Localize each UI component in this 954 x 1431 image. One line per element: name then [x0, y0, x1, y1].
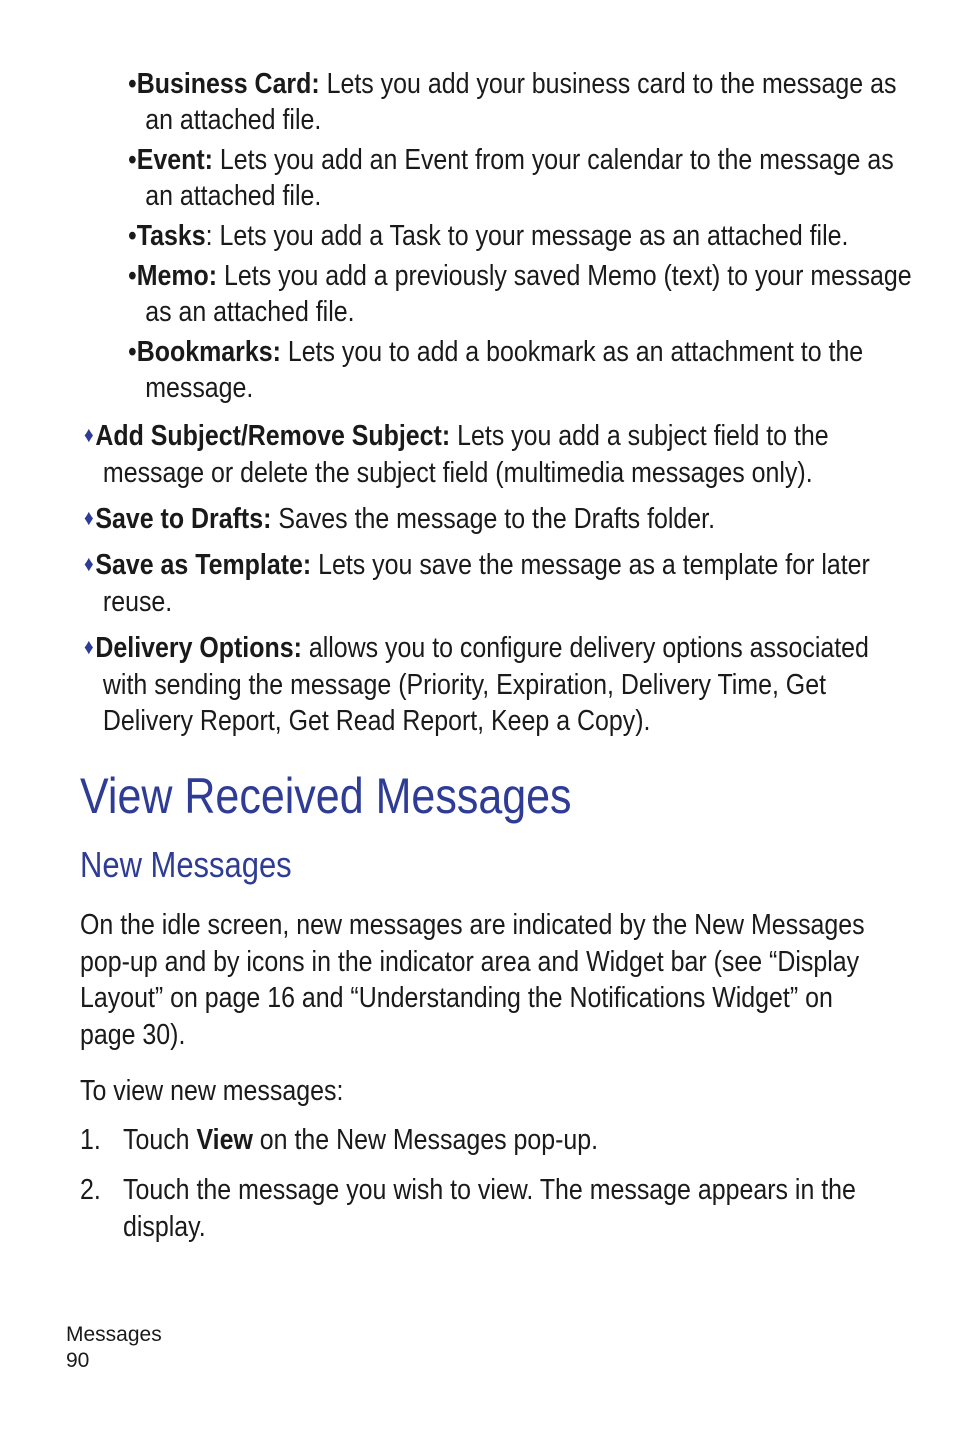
step-text: Touch the message you wish to view. The message appears in the: [123, 1174, 856, 1206]
term: Bookmarks:: [136, 336, 281, 368]
sub-item-business-card: [128, 66, 954, 138]
section-heading: View Received Messages: [80, 768, 572, 824]
step-text-continued: on the New Messages pop-up.: [252, 1124, 599, 1156]
step-number: 2.: [80, 1174, 101, 1206]
description-continued: reuse.: [102, 585, 173, 618]
intro-paragraph: [80, 907, 954, 1053]
option-save-as-template: [84, 546, 954, 620]
bullet-dot: •: [128, 260, 137, 292]
step-text-continued: display.: [123, 1210, 206, 1243]
bullet-dot: •: [128, 336, 137, 368]
sub-item-event: [128, 142, 954, 214]
description-continued: an attached file.: [145, 104, 322, 136]
description: allows you to configure delivery options associated: [301, 632, 869, 664]
description-continued: as an attached file.: [145, 296, 355, 328]
option-save-to-drafts: [84, 500, 818, 538]
paragraph-line: Layout” on page 16 and “Understanding the Notifications Widget” on: [80, 982, 833, 1014]
step-bold-term: View: [196, 1124, 253, 1156]
bullet-dot: •: [128, 144, 137, 176]
diamond-bullet-icon: ♦: [84, 505, 94, 530]
page-footer: [66, 1322, 162, 1374]
description: Saves the message to the Drafts folder.: [271, 503, 716, 535]
subsection-heading: New Messages: [80, 844, 292, 885]
description-continued: with sending the message (Priority, Expiration, Delivery Time, Get: [102, 668, 827, 701]
description: Lets you add an Event from your calendar to the message as: [212, 144, 894, 176]
paragraph-line: On the idle screen, new messages are indicated by the New Messages: [80, 909, 865, 941]
footer-section-name: Messages: [66, 1323, 162, 1346]
description: Lets you add your business card to the message as: [319, 68, 897, 100]
term: Save to Drafts:: [95, 503, 272, 535]
description: : Lets you add a Task to your message as an attached file.: [205, 220, 849, 252]
step-text: Touch: [123, 1124, 197, 1156]
description: Lets you to add a bookmark as an attachment to the: [280, 336, 864, 368]
page-number: 90: [66, 1349, 90, 1372]
term: Add Subject/Remove Subject:: [95, 420, 451, 452]
term: Delivery Options:: [95, 632, 302, 664]
step-1: [80, 1122, 682, 1159]
diamond-bullet-icon: ♦: [84, 551, 94, 576]
description-continued: message.: [145, 372, 254, 404]
description: Lets you save the message as a template for later: [311, 549, 870, 581]
sub-item-tasks: [128, 218, 954, 254]
option-add-subject: [84, 417, 950, 491]
description: Lets you add a previously saved Memo (text) to your message: [217, 260, 912, 292]
term: Event:: [136, 144, 213, 176]
bullet-dot: •: [128, 220, 137, 252]
term: Tasks: [136, 220, 206, 252]
description-continued: message or delete the subject field (multimedia messages only).: [102, 456, 813, 489]
step-number: 1.: [80, 1124, 101, 1156]
description: Lets you add a subject field to the: [450, 420, 829, 452]
term: Memo:: [136, 260, 218, 292]
diamond-bullet-icon: ♦: [84, 422, 94, 447]
bullet-dot: •: [128, 68, 137, 100]
sub-item-memo: [128, 258, 954, 330]
term: Business Card:: [136, 68, 320, 100]
paragraph-line: page 30).: [80, 1018, 186, 1051]
description-continued: an attached file.: [145, 180, 322, 212]
sub-item-bookmarks: [128, 334, 954, 406]
to-view-paragraph: To view new messages:: [80, 1075, 344, 1107]
step-2: [80, 1172, 954, 1245]
option-delivery-options: [84, 629, 954, 740]
diamond-bullet-icon: ♦: [84, 634, 94, 659]
description-continued: Delivery Report, Get Read Report, Keep a Copy).: [102, 705, 651, 737]
term: Save as Template:: [95, 549, 312, 581]
paragraph-line: pop-up and by icons in the indicator area and Widget bar (see “Display: [80, 945, 860, 978]
